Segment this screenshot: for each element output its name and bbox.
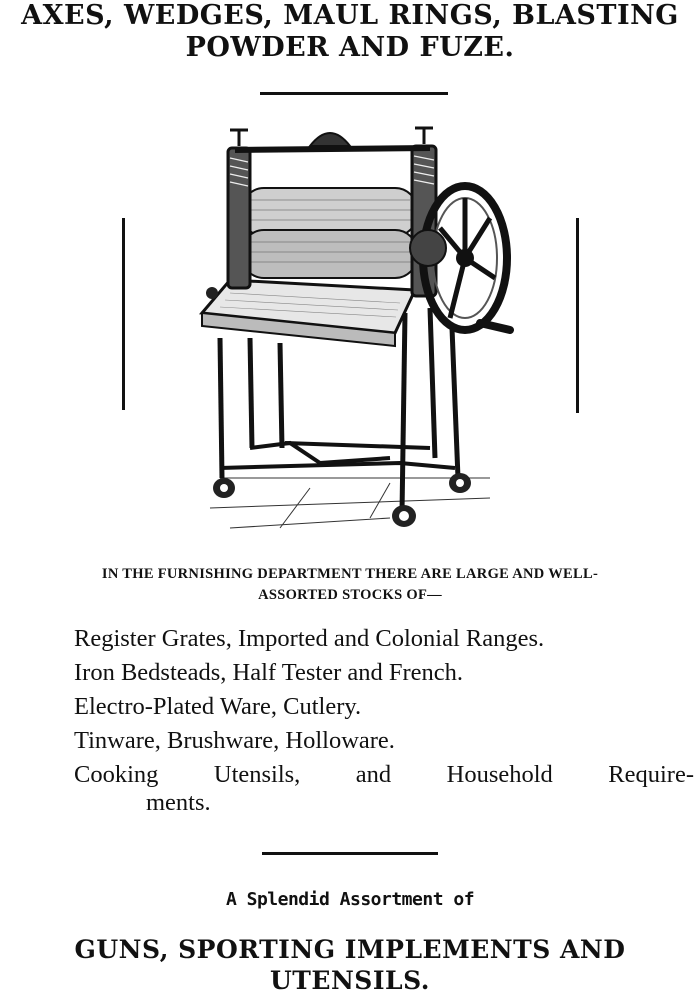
bottom-divider [262,852,438,855]
top-heading [0,0,700,64]
right-vertical-rule [576,218,579,413]
mangle-machine-illustration [190,118,520,538]
assortment-subheading: A Splendid Assortment of [225,889,475,910]
cooking-word-5: Require- [608,761,694,788]
cooking-word-1: Cooking [74,761,159,788]
top-heading-line-2: POWDER AND FUZE. [185,32,515,63]
caption-line-2: ASSORTED STOCKS OF— [258,587,442,603]
top-divider [260,92,448,95]
stock-list [74,622,700,820]
furnishing-caption [0,564,700,606]
stock-item-register-grates: Register Grates, Imported and Colonial Ranges. [74,625,545,652]
bottom-heading-line-1: GUNS, SPORTING IMPLEMENTS AND [74,935,626,964]
stock-item-tinware: Tinware, Brushware, Holloware. [74,727,395,754]
left-vertical-rule [122,218,125,410]
bottom-heading-line-2: UTENSILS. [269,966,430,995]
stock-item-iron-bedsteads: Iron Bedsteads, Half Tester and French. [74,659,464,686]
cooking-word-3: and [355,761,392,788]
cooking-word-4: Household [446,761,553,788]
stock-item-continuation: ments. [146,789,211,816]
top-heading-line-1: AXES, WEDGES, MAUL RINGS, BLASTING [21,0,679,31]
cooking-word-2: Utensils, [213,761,301,788]
bottom-heading [0,934,700,996]
caption-line-1: IN THE FURNISHING DEPARTMENT THERE ARE LARGE AND WELL- [101,566,599,582]
stock-item-electro-plated: Electro-Plated Ware, Cutlery. [74,693,362,720]
